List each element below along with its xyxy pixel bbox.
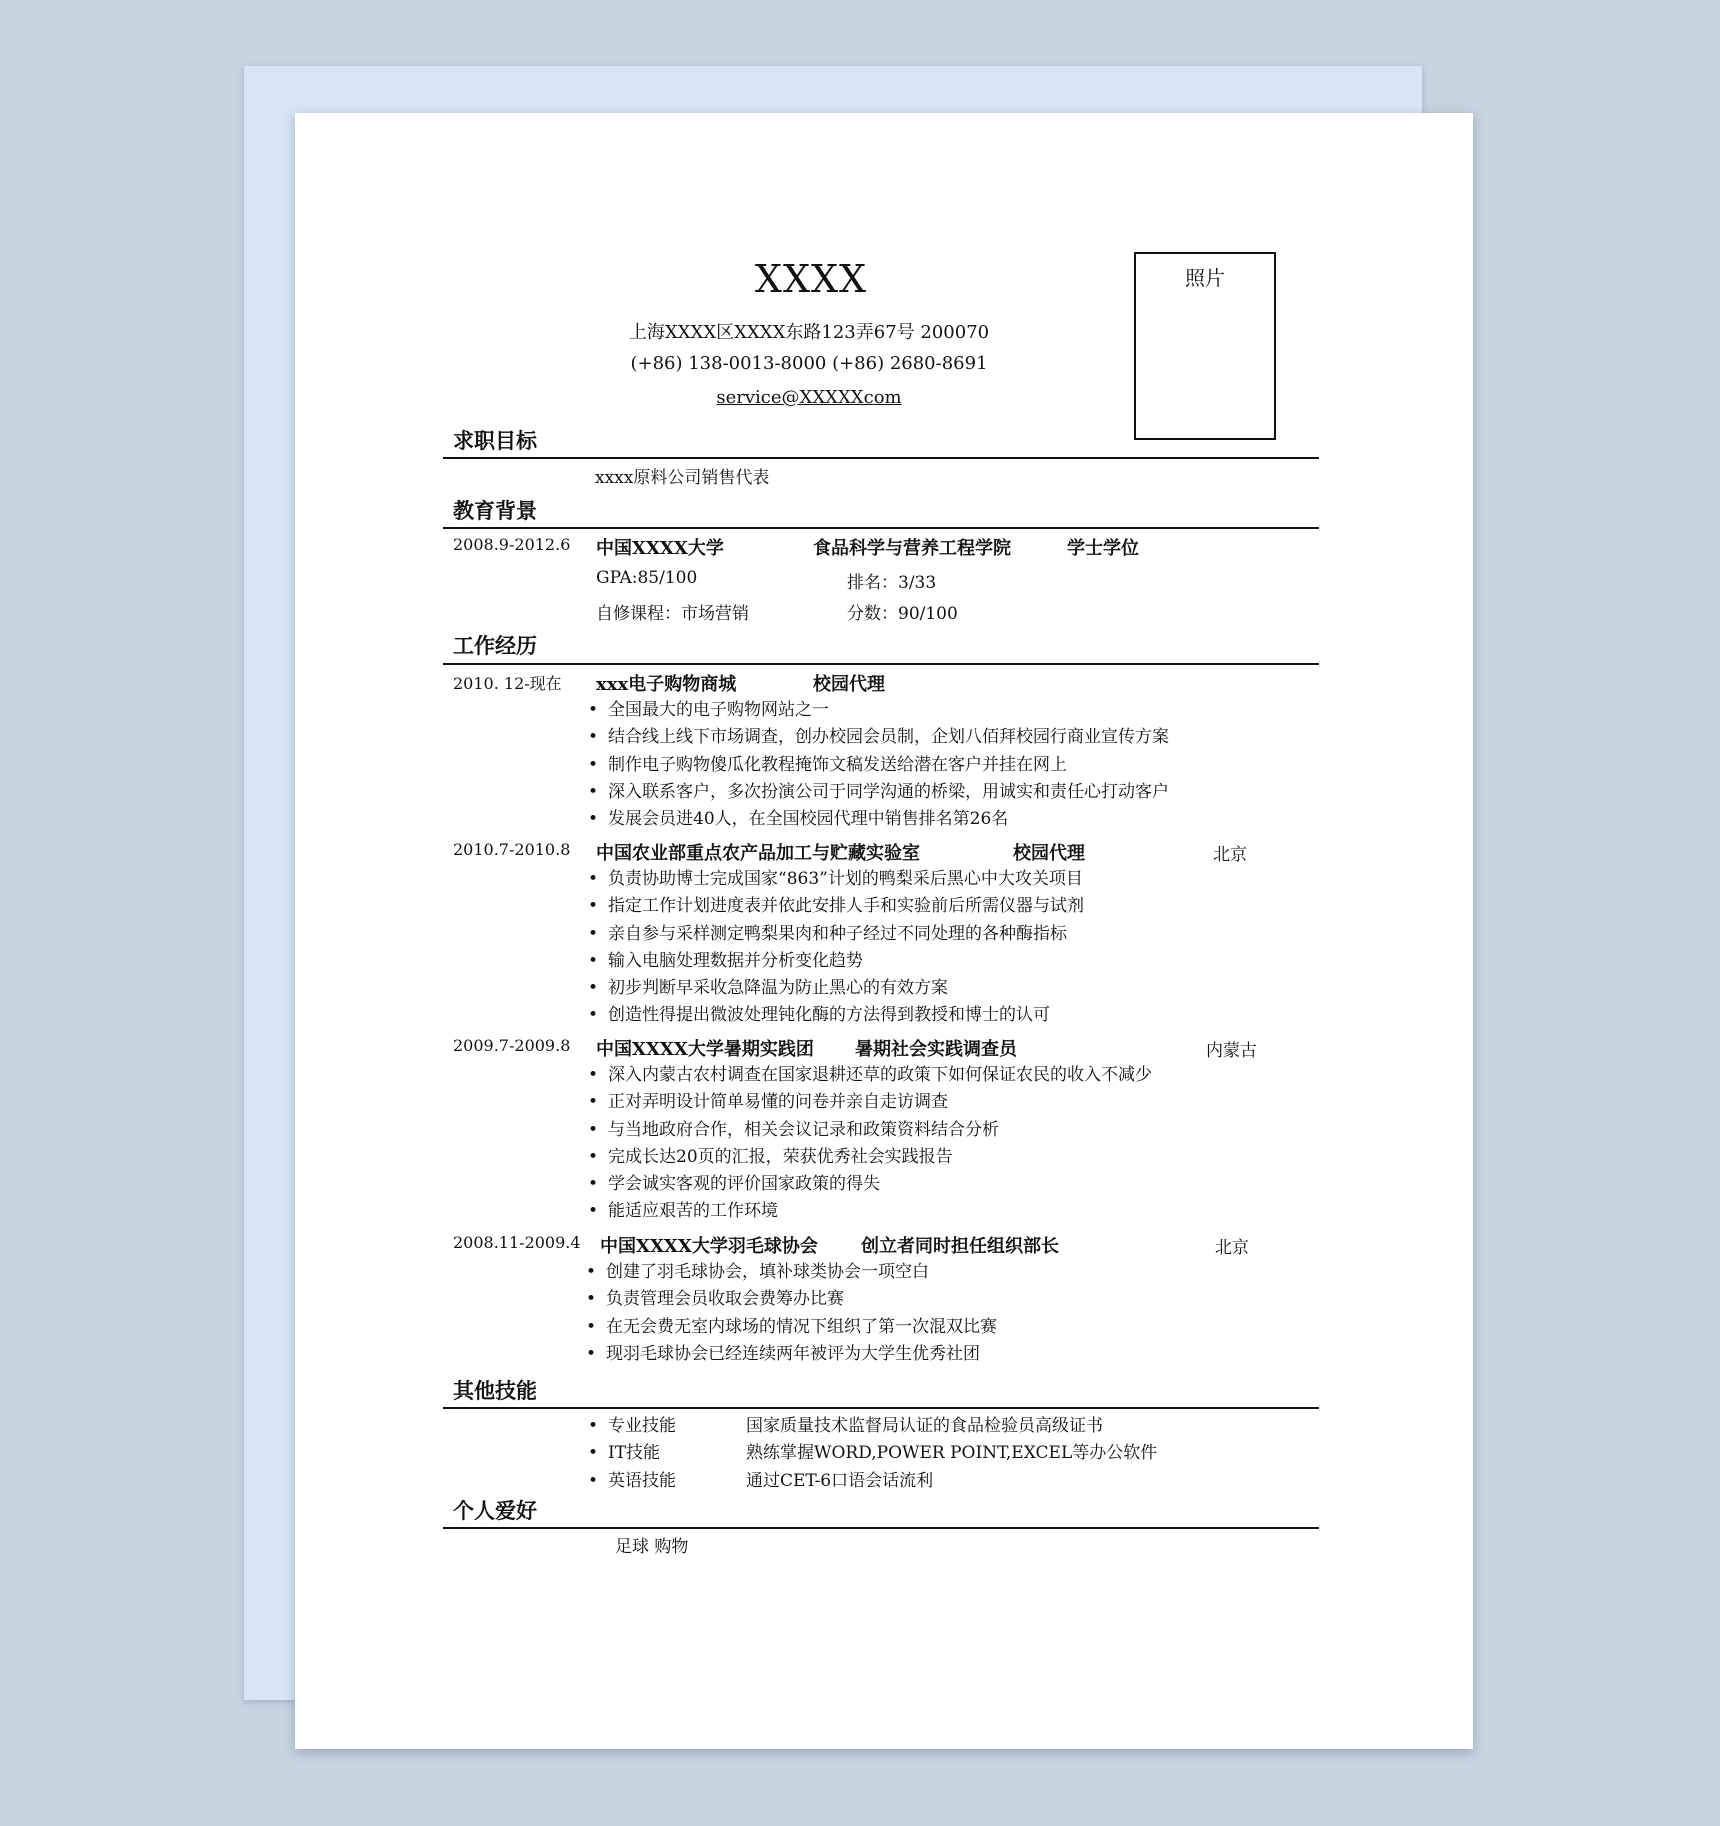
education-degree: 学士学位 [1067, 538, 1139, 559]
address: 上海XXXX区XXXX东路123弄67号 200070 [628, 322, 990, 343]
education-school: 中国XXXX大学 [596, 538, 724, 559]
job-location: 北京 [1213, 845, 1247, 865]
section-title-skills: 其他技能 [453, 1379, 537, 1403]
job-role: 校园代理 [1013, 843, 1085, 864]
job-location: 北京 [1215, 1238, 1249, 1258]
section-divider [443, 527, 1319, 529]
job-role: 暑期社会实践调查员 [855, 1039, 1017, 1060]
education-rank: 排名：3/33 [847, 573, 937, 593]
job-date: 2010.7-2010.8 [453, 840, 571, 859]
email-link[interactable]: service@XXXXXcom [716, 387, 902, 408]
job-role: 创立者同时担任组织部长 [861, 1236, 1059, 1257]
photo-placeholder [1134, 252, 1276, 440]
section-title-hobbies: 个人爱好 [453, 1499, 537, 1523]
education-gpa: GPA:85/100 [596, 568, 698, 588]
section-title-objective: 求职目标 [453, 429, 537, 453]
job-date: 2008.11-2009.4 [453, 1233, 581, 1252]
job-date: 2009.7-2009.8 [453, 1036, 571, 1055]
job-role: 校园代理 [813, 674, 885, 695]
resume-page: XXXX 上海XXXX区XXXX东路123弄67号 200070 (+86) 138-0013-8000 (+86) 2680-8691 service@XXXXXcom 照片 求职目标 xxxx原料公司销售代表 教育背景 2008.9-2012.6 中国XXXX大学 食品科学与营养工程学院 学士学位 GPA:85/100 排名：3/33 自修课程：市场营销 分数：90/100 工作经历 2010. 12-现在 xxx电子购物商城 校园代理 • 全国最大的电子购物网站之一 • 结合线上线下市场调查，创办校园会员制，企划八佰拜校园行商业宣传方案 • 制作电子购物傻瓜化教程掩饰文稿发送给潜在客户并挂在网上 • 深入联系客户，多次扮演公司于同学沟通的桥梁，用诚实和责任心打动客户 • 发展会员进40人，在全国校园代理中销售排名第26名 2010.7-2010.8 中国农业部重点农产品加工与贮藏实验室 校园代理 北京 • 负责协助博士完成国家“863”计划的鸭梨采后黑心中大攻关项目 • 指定工作计划进度表并依此安排人手和实验前后所需仪器与试剂 • 亲自参与采样测定鸭梨果肉和种子经过不同处理的各种酶指标 • 输入电脑处理数据并分析变化趋势 • 初步判断早采收急降温为防止黑心的有效方案 • 创造性得提出微波处理钝化酶的方法得到教授和博士的认可 2009.7-2009.8 中国XXXX大学暑期实践团 暑期社会实践调查员 内蒙古 • 深入内蒙古农村调查在国家退耕还草的政策下如何保证农民的收入不减少 • 正对弄明设计简单易懂的问卷并亲自走访调查 • 与当地政府合作，相关会议记录和政策资料结合分析 • 完成长达20页的汇报，荣获优秀社会实践报告 • 学会诚实客观的评价国家政策的得失 • 能适应艰苦的工作环境 2008.11-2009.4 中国XXXX大学羽毛球协会 创立者同时担任组织部长 北京 • 创建了羽毛球协会，填补球类协会一项空白 • 负责管理会员收取会费筹办比赛 • 在无会费无室内球场的情况下组织了第一次混双比赛 • 现羽毛球协会已经连续两年被评为大学生优秀社团 其他技能 • 专业技能 国家质量技术监督局认证的食品检验员高级证书 • IT技能 熟练掌握WORD,POWER POINT,EXCEL等办公软件 • 英语技能 通过CET-6口语会话流利 个人爱好 足球 购物 [295, 113, 1473, 1749]
section-divider [443, 1407, 1319, 1409]
job-org: 中国XXXX大学暑期实践团 [596, 1039, 814, 1060]
section-divider [443, 663, 1319, 665]
section-title-education: 教育背景 [453, 499, 537, 523]
objective-text: xxxx原料公司销售代表 [595, 468, 770, 488]
job-location: 内蒙古 [1206, 1041, 1257, 1061]
job-org: 中国农业部重点农产品加工与贮藏实验室 [596, 843, 920, 864]
photo-label: 照片 [1185, 266, 1225, 290]
phone-numbers: (+86) 138-0013-8000 (+86) 2680-8691 [630, 353, 988, 374]
job-org: xxx电子购物商城 [596, 674, 737, 695]
candidate-name: XXXX [754, 257, 868, 301]
section-title-work: 工作经历 [453, 634, 537, 658]
education-course: 自修课程：市场营销 [596, 604, 749, 624]
job-org: 中国XXXX大学羽毛球协会 [600, 1236, 818, 1257]
hobbies-text: 足球 购物 [615, 1537, 689, 1557]
job-date: 2010. 12-现在 [453, 674, 562, 693]
section-divider [443, 1527, 1319, 1529]
education-date: 2008.9-2012.6 [453, 535, 571, 554]
section-divider [443, 457, 1319, 459]
education-score: 分数：90/100 [847, 604, 958, 624]
education-college: 食品科学与营养工程学院 [813, 538, 1011, 559]
